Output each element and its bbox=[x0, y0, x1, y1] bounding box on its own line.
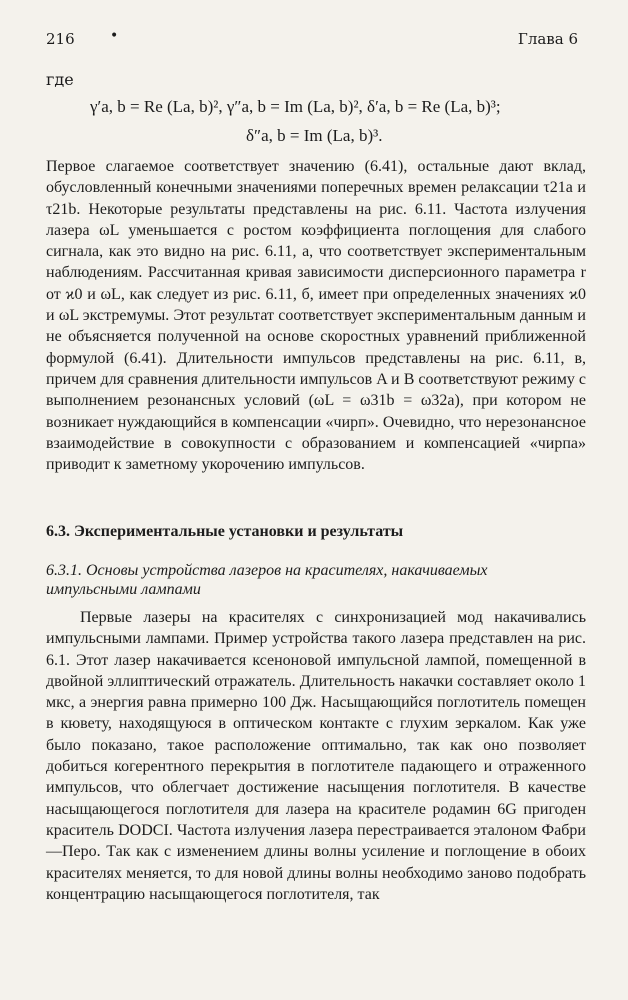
section-heading: 6.3. Экспериментальные установки и результаты bbox=[46, 523, 404, 540]
page-header bbox=[46, 30, 578, 48]
header-mark: • bbox=[110, 28, 119, 44]
formula-line-1: γ′a, b = Re (La, b)², γ″a, b = Im (La, b)², δ′a, b = Re (La, b)³; bbox=[90, 97, 501, 116]
page-number: 216 bbox=[46, 30, 75, 48]
subsection-heading: 6.3.1. Основы устройства лазеров на красителях, накачиваемых импульсными лампами bbox=[46, 562, 488, 598]
paragraph-1: Первое слагаемое соответствует значению (6.41), остальные дают вклад, обусловленный конечными значениями поперечных времен релаксации τ21a и τ21b. Некоторые результаты представлены на рис. 6.11. Частота излучения лазера ωL уменьшается с ростом коэффициента поглощения для слабого сигнала, как это видно на рис. 6.11, а, что соответствует экспериментальным наблюдениям. Рассчитанная кривая зависимости дисперсионного параметра r от ϰ0 и ωL, как следует из рис. 6.11, б, имеет при определенных значениях ϰ0 и ωL экстремумы. Этот результат соответствует экспериментальным данным и не объясняется полученной на основе скоростных уравнений приближенной формулой (6.41). Длительности импульсов представлены на рис. 6.11, в, причем для сравнения длительности импульсов A и B соответствуют режиму с выполнением резонансных условий (ωL = ω31b = ω32a), при котором не возникает нуждающийся в компенсации «чирп». Очевидно, что нерезонансное взаимодействие в совокупности с образованием и компенсацией «чирпа» приводит к заметному укорочению импульсов. bbox=[46, 158, 586, 474]
chapter-title: Глава 6 bbox=[517, 30, 578, 48]
paragraph-2: Первые лазеры на красителях с синхронизацией мод накачивались импульсными лампами. Пример устройства такого лазера представлен на рис. 6.1. Этот лазер накачивается ксеноновой импульсной лампой, помещенной в двойной эллиптический отражатель. Длительность накачки составляет около 1 мкс, а энергия равна примерно 100 Дж. Насыщающийся поглотитель помещен в кювету, находящуюся в оптическом контакте с глухим зеркалом. Как уже было показано, такое расположение оптимально, так как оно позволяет добиться когерентного перекрытия в поглотителе падающего и отраженного импульсов, что облегчает достижение насыщения поглотителя. В качестве насыщающегося поглотителя для лазера на красителе родамин 6G пригоден краситель DODCI. Частота излучения лазера перестраивается эталоном Фабри—Перо. Так как с изменением длины волны усиление и поглощение в обоих красителях меняется, то для новой длины волны необходимо заново подобрать концентрацию насыщающегося поглотителя, так bbox=[46, 609, 586, 903]
intro-word: где bbox=[46, 70, 74, 89]
formula-line-2: δ″a, b = Im (La, b)³. bbox=[246, 126, 383, 145]
